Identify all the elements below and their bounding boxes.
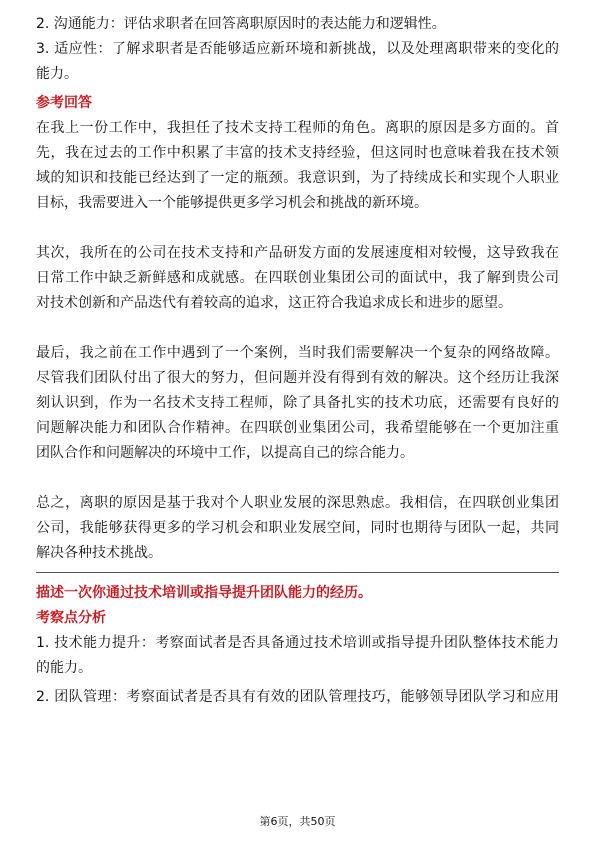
analysis-item-technical — [36, 631, 559, 681]
paragraph-gap — [36, 316, 559, 341]
text-line: 域的知识和技能已经达到了一定的瓶颈。我意识到，为了持续成长和实现个人职业 — [36, 170, 559, 186]
text-line: 解决各种技术挑战。 — [36, 545, 162, 561]
text-line: 在我上一份工作中，我担任了技术支持工程师的角色。离职的原因是多方面的。首 — [36, 120, 559, 136]
question-heading: 描述一次你通过技术培训或指导提升团队能力的经历。 — [36, 585, 372, 601]
text-line: 问题解决能力和团队合作精神。在四联创业集团公司，我希望能够在一个更加注重 — [36, 420, 559, 436]
text-line: 的能力。 — [36, 660, 92, 676]
text-line: 公司，我能够获得更多的学习机会和职业发展空间，同时也期待与团队一起，共同 — [36, 520, 559, 536]
text-line: 能力。 — [36, 66, 78, 82]
paragraph-gap — [36, 466, 559, 491]
text-line: 2. 沟通能力：评估求职者在回答离职原因时的表达能力和逻辑性。 — [36, 16, 446, 32]
text-line: 先，我在过去的工作中积累了丰富的技术支持经验，但这同时也意味着我在技术领 — [36, 145, 559, 161]
paragraph-gap — [36, 216, 559, 241]
text-line: 最后，我之前在工作中遇到了一个案例，当时我们需要解决一个复杂的网络故障。 — [36, 345, 559, 361]
text-line: 1. 技术能力提升：考察面试者是否具备通过技术培训或指导提升团队整体技术能力 — [36, 635, 559, 651]
page-content — [36, 12, 559, 710]
text-line: 3. 适应性：了解求职者是否能够适应新环境和新挑战，以及处理离职带来的变化的 — [36, 41, 559, 57]
text-line: 目标，我需要进入一个能够提供更多学习机会和挑战的新环境。 — [36, 195, 428, 211]
text-line: 尽管我们团队付出了很大的努力，但问题并没有得到有效的解决。这个经历让我深 — [36, 370, 559, 386]
text-line: 刻认识到，作为一名技术支持工程师，除了具备扎实的技术功底，还需要有良好的 — [36, 395, 559, 411]
page-number-footer: 第6页，共50页 — [259, 815, 336, 828]
text-line: 总之，离职的原因是基于我对个人职业发展的深思熟虑。我相信，在四联创业集团 — [36, 495, 559, 511]
answer-paragraph-2 — [36, 241, 559, 316]
text-line: 日常工作中缺乏新鲜感和成就感。在四联创业集团公司的面试中，我了解到贵公司 — [36, 270, 559, 286]
text-line: 对技术创新和产品迭代有着较高的追求，这正符合我追求成长和进步的愿望。 — [36, 295, 512, 311]
answer-paragraph-3 — [36, 341, 559, 466]
text-line: 其次，我所在的公司在技术支持和产品研发方面的发展速度相对较慢，这导致我在 — [36, 245, 559, 261]
answer-paragraph-4 — [36, 491, 559, 566]
criteria-item-adaptability — [36, 37, 559, 87]
criteria-item-communication — [36, 12, 559, 37]
reference-answer-heading: 参考回答 — [36, 95, 92, 111]
analysis-item-management — [36, 685, 559, 710]
section-divider — [36, 572, 559, 573]
text-line: 团队合作和问题解决的环境中工作，以提高自己的综合能力。 — [36, 445, 414, 461]
text-line: 2. 团队管理：考察面试者是否具有有效的团队管理技巧，能够领导团队学习和应用 — [36, 689, 559, 705]
answer-paragraph-1 — [36, 116, 559, 216]
analysis-heading: 考察点分析 — [36, 610, 106, 626]
